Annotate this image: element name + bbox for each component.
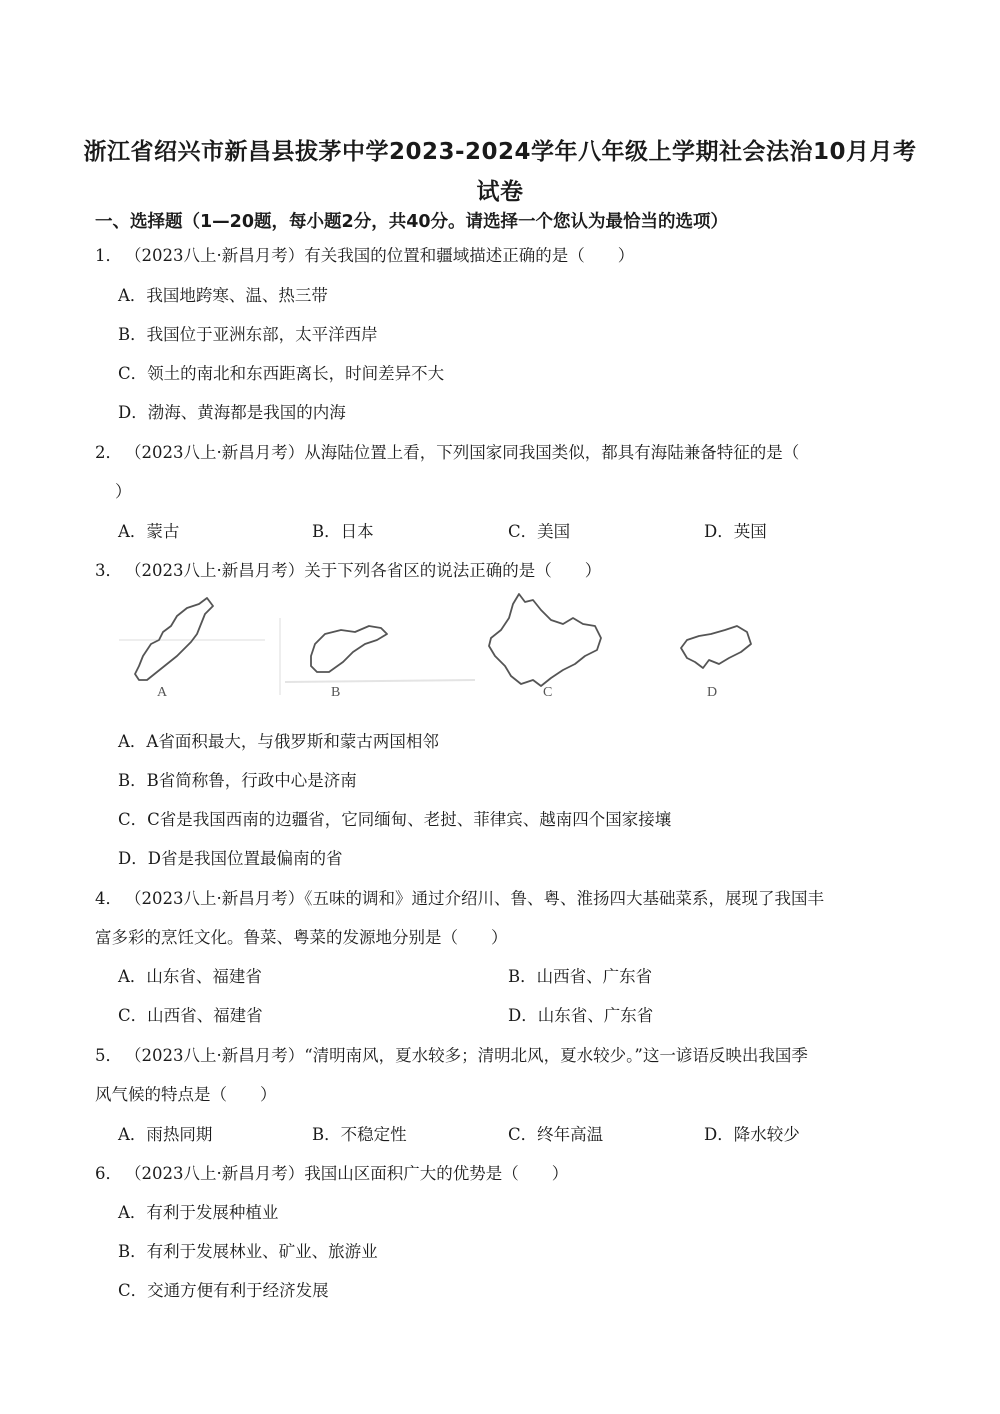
province-c-outline xyxy=(489,594,601,686)
map-label-d: D xyxy=(707,685,718,700)
province-b-outline xyxy=(311,626,387,672)
map-label-c: C xyxy=(543,685,553,700)
question-3-number: 3． xyxy=(95,561,122,580)
question-4-option-b[interactable]: B．山西省、广东省 xyxy=(508,967,653,986)
province-a-outline xyxy=(135,598,213,680)
question-2-number: 2． xyxy=(95,443,122,462)
question-4-stem-line-1: （2023八上·新昌月考）《五味的调和》通过介绍川、鲁、粤、淮扬四大基础菜系，展现了我国丰 xyxy=(125,889,824,908)
question-4-stem-line-2: 富多彩的烹饪文化。鲁菜、粤菜的发源地分别是（ ） xyxy=(95,928,508,947)
document-title xyxy=(60,132,940,212)
question-5-stem-line-1: （2023八上·新昌月考）“清明南风，夏水较多；清明北风，夏水较少。”这一谚语反映出我国季 xyxy=(125,1046,808,1065)
question-5-option-b[interactable]: B．不稳定性 xyxy=(312,1125,407,1144)
map-label-b: B xyxy=(331,685,341,700)
question-3-stem: （2023八上·新昌月考）关于下列各省区的说法正确的是（ ） xyxy=(125,561,602,580)
question-6-number: 6． xyxy=(95,1164,122,1183)
question-2-option-d[interactable]: D．英国 xyxy=(704,522,767,541)
question-5-option-d[interactable]: D．降水较少 xyxy=(704,1125,800,1144)
question-5-stem-line-2: 风气候的特点是（ ） xyxy=(95,1085,277,1104)
question-1-option-c[interactable]: C．领土的南北和东西距离长，时间差异不大 xyxy=(118,364,445,383)
title-line-1: 浙江省绍兴市新昌县拔茅中学2023-2024学年八年级上学期社会法治10月月考 xyxy=(83,139,917,165)
question-5-number: 5． xyxy=(95,1046,122,1065)
question-3-option-a[interactable]: A．A省面积最大，与俄罗斯和蒙古两国相邻 xyxy=(118,732,439,751)
question-2-option-b[interactable]: B．日本 xyxy=(312,522,374,541)
question-3-option-c[interactable]: C．C省是我国西南的边疆省，它同缅甸、老挝、菲律宾、越南四个国家接壤 xyxy=(118,810,672,829)
question-4-option-d[interactable]: D．山东省、广东省 xyxy=(508,1006,654,1025)
question-2-stem-line-1: （2023八上·新昌月考）从海陆位置上看，下列国家同我国类似，都具有海陆兼备特征的是（ xyxy=(125,443,800,462)
province-d-outline xyxy=(681,626,751,668)
question-3-option-d[interactable]: D．D省是我国位置最偏南的省 xyxy=(118,849,343,868)
province-maps-svg xyxy=(115,590,775,702)
question-4-option-c[interactable]: C．山西省、福建省 xyxy=(118,1006,263,1025)
title-line-2: 试卷 xyxy=(476,179,524,205)
question-6-option-a[interactable]: A．有利于发展种植业 xyxy=(118,1203,279,1222)
province-maps-figure xyxy=(115,590,775,702)
question-1-option-a[interactable]: A．我国地跨寒、温、热三带 xyxy=(118,286,328,305)
question-6-option-c[interactable]: C．交通方便有利于经济发展 xyxy=(118,1281,329,1300)
question-4-number: 4． xyxy=(95,889,122,908)
question-5-option-c[interactable]: C．终年高温 xyxy=(508,1125,604,1144)
question-2-stem-line-2: ） xyxy=(115,482,132,501)
question-2-option-a[interactable]: A．蒙古 xyxy=(118,522,180,541)
question-1-stem: （2023八上·新昌月考）有关我国的位置和疆域描述正确的是（ ） xyxy=(125,246,635,265)
question-4-option-a[interactable]: A．山东省、福建省 xyxy=(118,967,262,986)
question-1-number: 1． xyxy=(95,246,122,265)
question-6-option-b[interactable]: B．有利于发展林业、矿业、旅游业 xyxy=(118,1242,378,1261)
question-6-stem: （2023八上·新昌月考）我国山区面积广大的优势是（ ） xyxy=(125,1164,569,1183)
map-label-a: A xyxy=(157,685,168,700)
question-3-option-b[interactable]: B．B省简称鲁，行政中心是济南 xyxy=(118,771,357,790)
question-1-option-d[interactable]: D．渤海、黄海都是我国的内海 xyxy=(118,403,346,422)
question-1-option-b[interactable]: B．我国位于亚洲东部，太平洋西岸 xyxy=(118,325,378,344)
question-5-option-a[interactable]: A．雨热同期 xyxy=(118,1125,213,1144)
section-header: 一、选择题（1—20题，每小题2分，共40分。请选择一个您认为最恰当的选项） xyxy=(95,212,729,232)
question-2-option-c[interactable]: C．美国 xyxy=(508,522,571,541)
